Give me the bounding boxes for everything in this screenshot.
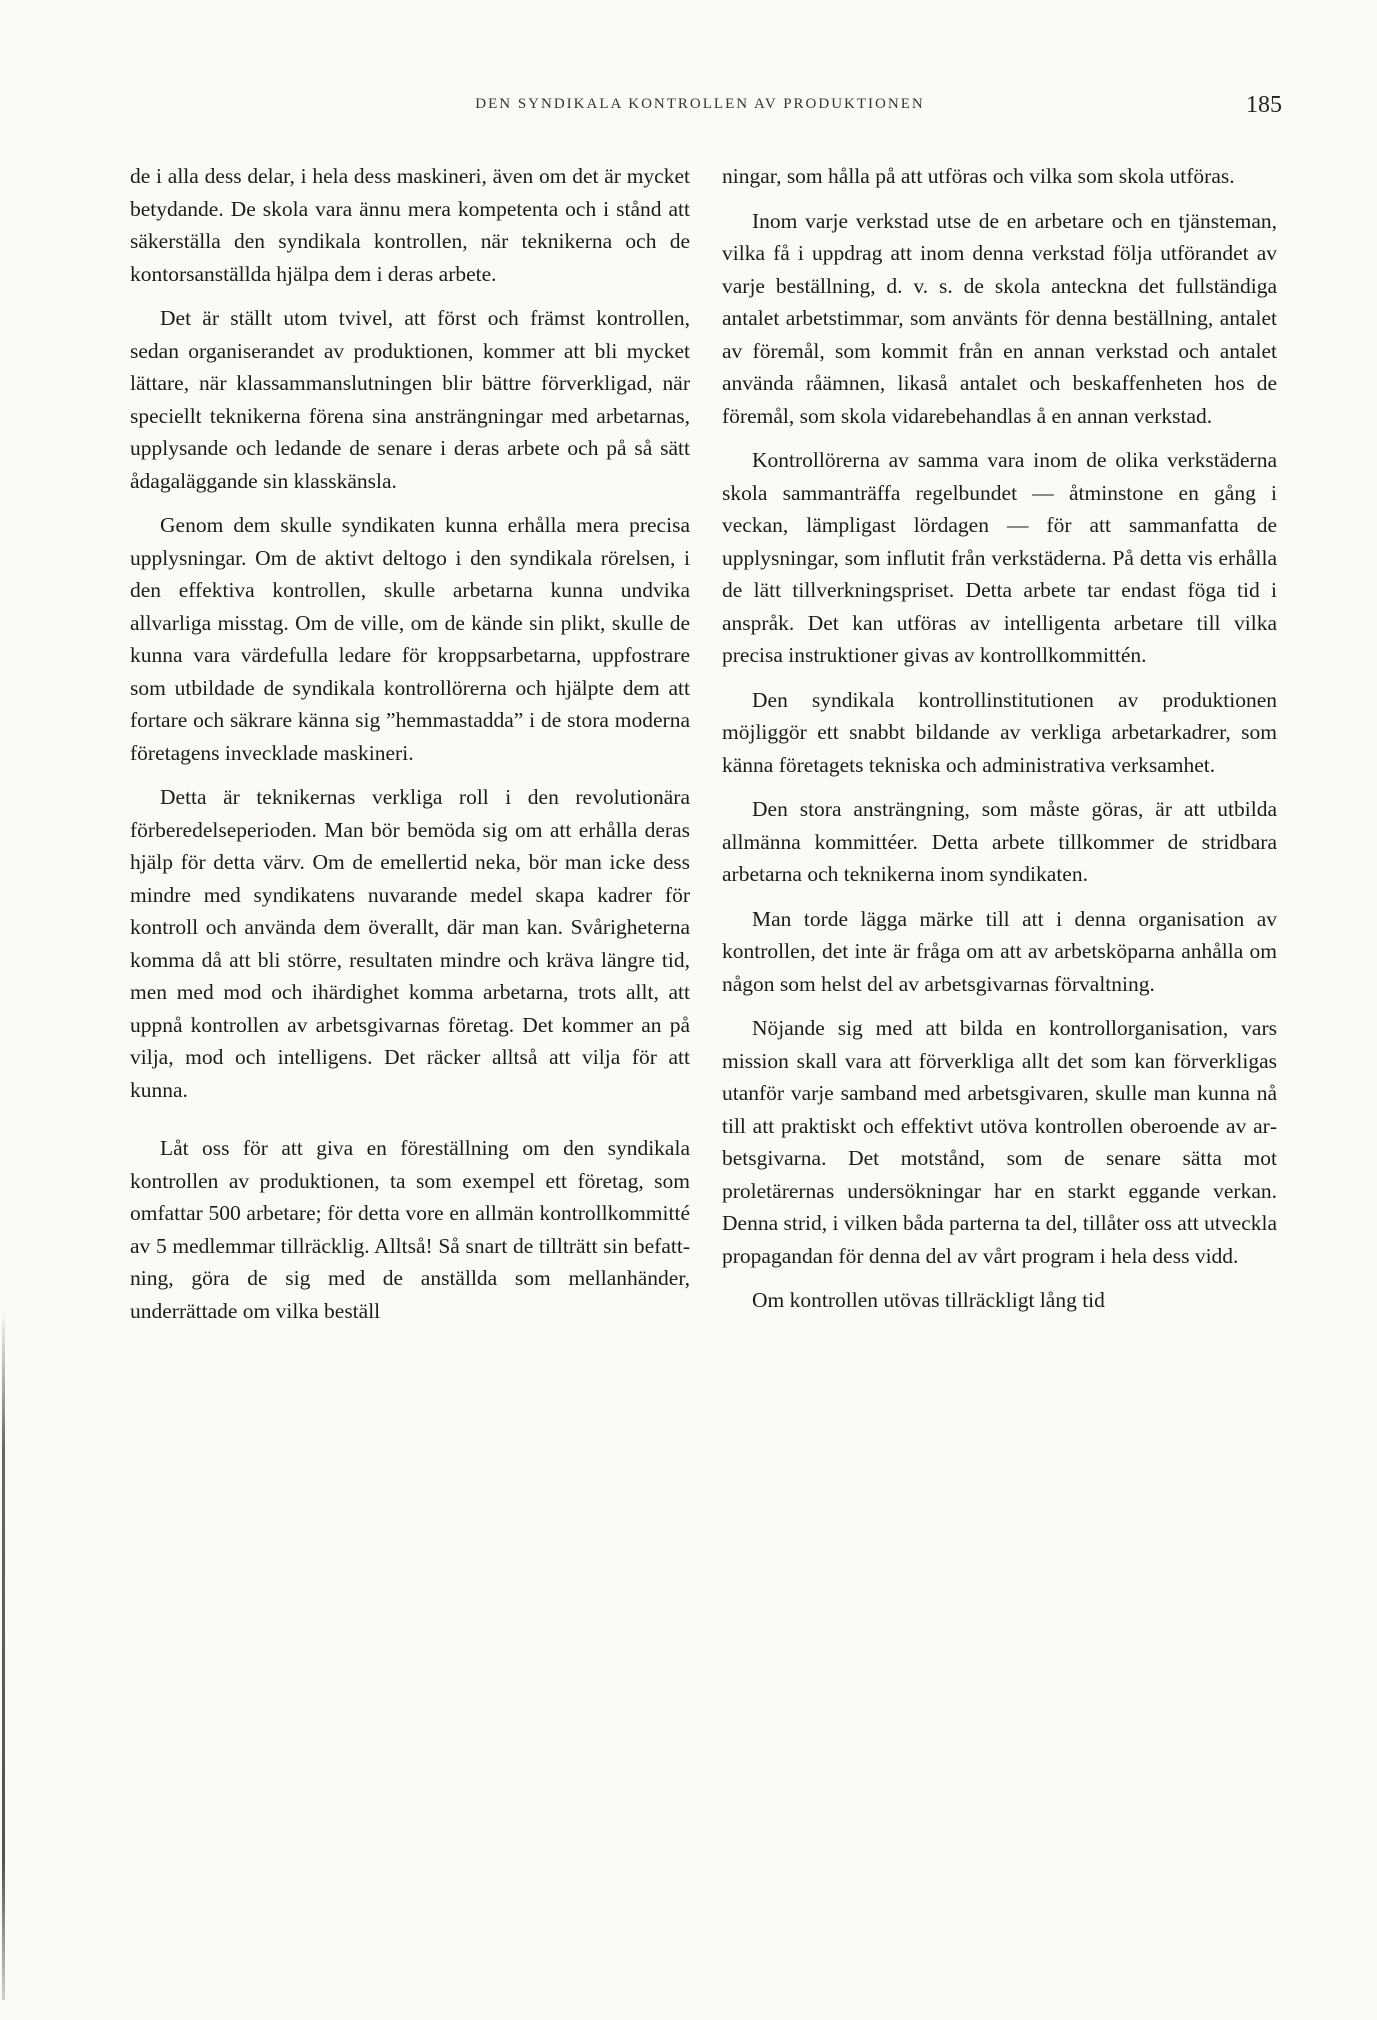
paragraph: Nöjande sig med att bilda en kontrollorganisation, vars mission skall vara att förverkliga allt det som kan förverkligas utanför varje samband med arbetsgivaren, skulle man kunna nå till att praktiskt och effektivt utöva kontrollen oberoende av arbetsgivarna. Det motstånd, som de senare sätta mot proletärernas undersökningar har en starkt eggande verkan. Denna strid, i vilken båda parterna ta del, tillåter oss att utveckla propagandan för denna del av vårt program i hela dess vidd. [722,1016,1277,1268]
paragraph: Detta är teknikernas verkliga roll i den revolutionära förberedelseperioden. Man bör bemöda sig om att erhålla deras hjälp för detta värv. Om de emellertid neka, bör man icke dess mindre med syndikatens nuvarande medel skapa kadrer för kontroll och använda dem överallt, där man kan. Svårigheterna komma då att bli större, resultaten mindre och kräva längre tid, men med mod och ihärdighet komma arbetarna, trots allt, att uppnå kontrollen av arbetsgivarnas företag. Det kommer an på vilja, mod och intelligens. Det räcker alltså att vilja för att kunna. [130,785,690,1102]
left-column [130,160,690,1339]
paragraph: ningar, som hålla på att utföras och vilka som skola utföras. [722,164,1235,188]
paragraph: Man torde lägga märke till att i denna organisation av kontrollen, det inte är fråga om att av arbetsköparna anhålla om någon som helst del av arbetsgivarnas förvaltning. [722,906,1277,996]
scan-edge-shadow [2,1310,5,2000]
page-number: 185 [1246,92,1282,118]
paragraph: Kontrollörerna av samma vara inom de olika verkstäderna skola sammanträffa regelbundet — åtminstone en gång i veckan, lämpligast lördagen — för att sammanfatta de upplysningar, som influtit från verkstäderna. På detta vis erhålla de lätt tillverkningspriset. Detta arbete tar endast föga tid i anspråk. Det kan utföras av intelligenta arbetare till vilka precisa instruktioner givas av kontrollkommittén. [722,448,1277,667]
paragraph: de i alla dess delar, i hela dess maskineri, även om det är mycket betydande. De skola vara ännu mera kompetenta och i stånd att säkerställa den syndikala kontrollen, när teknikerna och de kontorsanställda hjälpa dem i deras arbete. [130,164,690,286]
right-column [722,160,1277,1329]
paragraph: Den syndikala kontrollinstitutionen av produktionen möjliggör ett snabbt bildande av verkliga arbetarkadrer, som känna företagets tekniska och administrativa verksamhet. [722,687,1277,777]
paragraph: Genom dem skulle syndikaten kunna erhålla mera precisa upplysningar. Om de aktivt deltogo i den syndikala rörelsen, i den effektiva kontrollen, skulle arbetarna kunna undvika allvarliga misstag. Om de ville, om de kände sin plikt, skulle de kunna vara värdefulla ledare för kroppsarbetarna, uppfostrare som utbildade de syndikala kontrollörerna och hjälpte dem att fortare och säkrare känna sig ”hemmastadda” i de stora moderna företagens invecklade maskineri. [130,513,690,765]
paragraph: Det är ställt utom tvivel, att först och främst kontrollen, sedan organiserandet av produktionen, kommer att bli mycket lättare, när klassammanslutningen blir bättre förverkligad, när speciellt teknikerna förena sina ansträngningar med arbetarnas, upplysande och ledande de senare i deras arbete och på så sätt ådagaläggande sin klasskänsla. [130,306,690,493]
running-head-title: DEN SYNDIKALA KONTROLLEN AV PRODUKTIONEN [475,96,925,112]
paragraph: Låt oss för att giva en föreställning om den syndikala kontrollen av produktionen, ta som exempel ett företag, som omfattar 500 arbetare; för detta vore en allmän kontrollkommitté av 5 medlemmar tillräcklig. Alltså! Så snart de tillträtt sin befattning, göra de sig med de anställda som mellanhänder, underrättade om vilka beställ [130,1136,690,1323]
paragraph: Den stora ansträngning, som måste göras, är att utbilda allmänna kommittéer. Detta arbete tillkommer de stridbara arbetarna och teknikerna inom syndikaten. [722,797,1277,886]
paragraph: Om kontrollen utövas tillräckligt lång tid [752,1288,1105,1312]
paragraph: Inom varje verkstad utse de en arbetare och en tjänsteman, vilka få i uppdrag att inom denna verkstad följa utförandet av varje beställning, d. v. s. de skola anteckna det fullständiga antalet arbetstimmar, som använts för denna beställning, antalet av föremål, som kommit från en annan verkstad och antalet använda råämnen, likaså antalet och beskaffenheten hos de föremål, som skola vidarebehandlas å en annan verkstad. [722,208,1277,428]
